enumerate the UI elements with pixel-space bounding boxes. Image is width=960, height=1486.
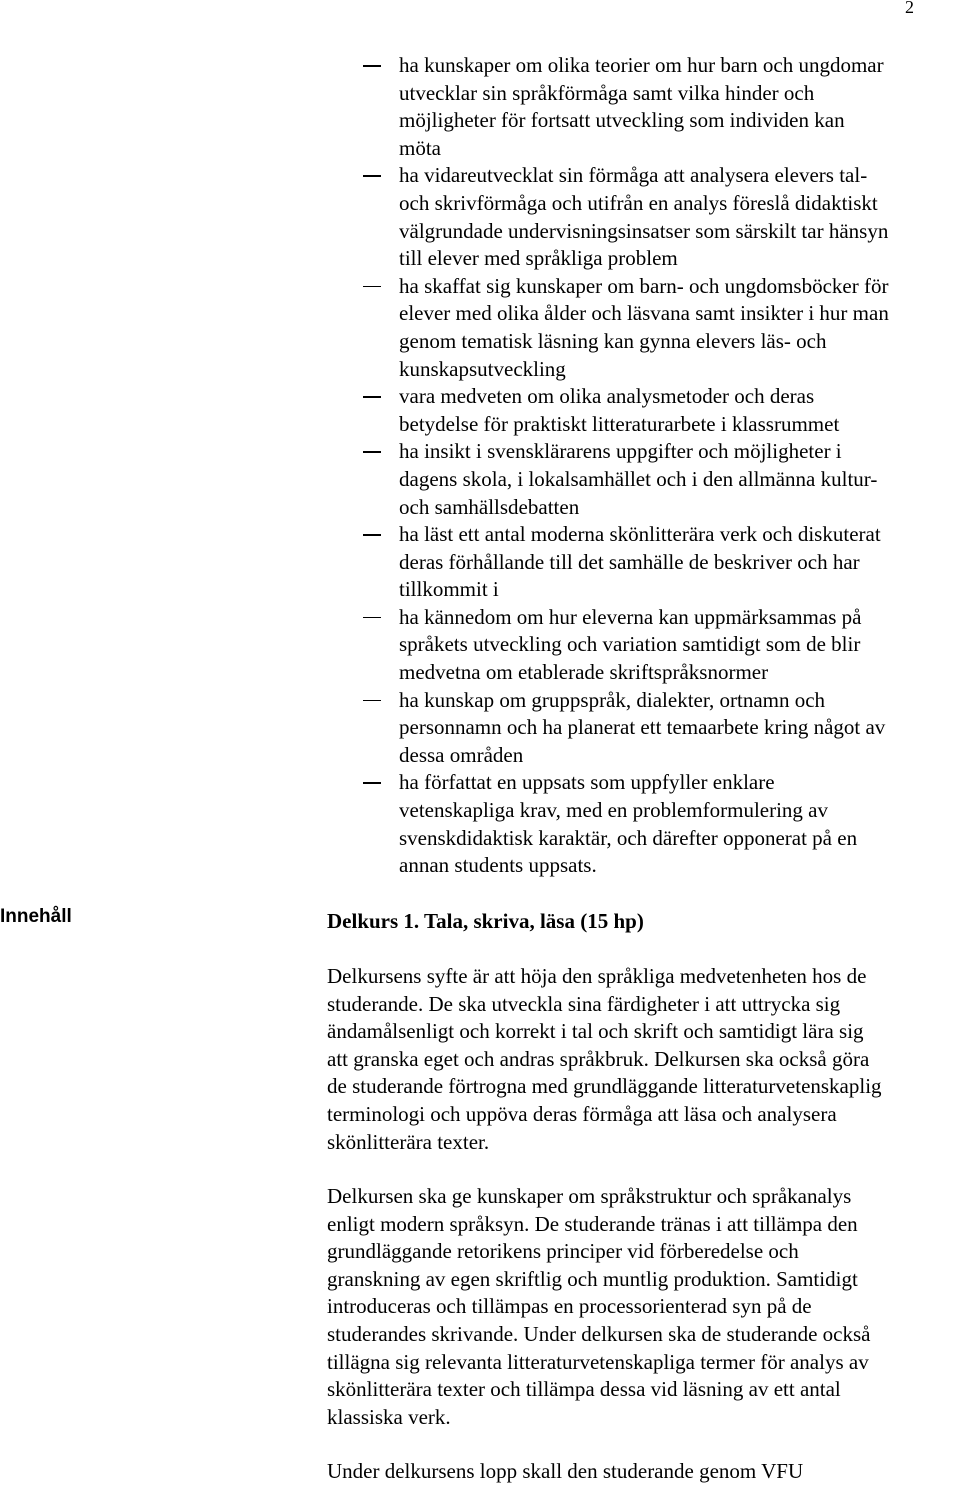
- list-item-line: språkets utveckling och variation samtidigt som de blir: [399, 632, 861, 657]
- list-item-line: genom tematisk läsning kan gynna elevers läs- och: [399, 328, 827, 353]
- list-item-line: ha kunskaper om olika teorier om hur barn och ungdomar: [399, 53, 884, 77]
- list-item-line: till elever med språkliga problem: [399, 246, 678, 271]
- list-item: [0, 383, 960, 438]
- dash-bullet-icon: [363, 451, 381, 453]
- list-item-line: ha läst ett antal moderna skönlitterära verk och diskuterat: [399, 522, 881, 547]
- list-item-line: personnamn och ha planerat ett temaarbete kring något av: [399, 715, 886, 740]
- paragraph-line: att granska eget och andras språkbruk. Delkursen ska också göra: [327, 1046, 870, 1071]
- paragraph-line: skönlitterära texter.: [327, 1129, 490, 1154]
- learning-outcomes-list: [0, 52, 960, 880]
- list-item-line: möjligheter för fortsatt utveckling som individen kan: [399, 108, 845, 133]
- dash-bullet-icon: [363, 617, 381, 619]
- list-item-line: betydelse för praktiskt litteraturarbete i klassrummet: [399, 411, 840, 436]
- dash-bullet-icon: [363, 396, 381, 398]
- list-item-line: välgrundade undervisningsinsatser som särskilt tar hänsyn: [399, 218, 889, 243]
- dash-bullet-icon: [363, 65, 381, 67]
- list-item: [0, 521, 960, 604]
- list-item-line: elever med olika ålder och läsvana samt insikter i hur man: [399, 301, 889, 326]
- section-heading: Delkurs 1. Tala, skriva, läsa (15 hp): [327, 909, 644, 933]
- list-item-line: och skrivförmåga och utifrån en analys föreslå didaktiskt: [399, 190, 878, 215]
- paragraph-line: granskning av egen skriftlig och muntlig produktion. Samtidigt: [327, 1266, 858, 1291]
- list-item-line: kunskapsutveckling: [399, 356, 566, 381]
- list-item-line: deras förhållande till det samhälle de beskriver och har: [399, 549, 860, 574]
- list-item-line: medvetna om etablerade skriftspråksnormer: [399, 660, 769, 685]
- paragraph-line: tillägna sig relevanta litteraturvetenskapliga termer för analys av: [327, 1349, 869, 1374]
- list-item-line: ha kännedom om hur eleverna kan uppmärksammas på: [399, 604, 862, 629]
- list-item-line: tillkommit i: [399, 577, 499, 602]
- list-item-line: vetenskapliga krav, med en problemformulering av: [399, 798, 828, 823]
- list-item: [0, 769, 960, 879]
- list-item-line: ha vidareutvecklat sin förmåga att analysera elevers tal-: [399, 163, 868, 188]
- dash-bullet-icon: [363, 175, 381, 177]
- content-side-heading: Innehåll: [0, 906, 72, 927]
- list-item-line: och samhällsdebatten: [399, 494, 580, 519]
- list-item-line: annan students uppsats.: [399, 853, 597, 878]
- list-item-line: ha kunskap om gruppspråk, dialekter, ortnamn och: [399, 687, 826, 712]
- list-item-line: vara medveten om olika analysmetoder och deras: [399, 384, 815, 409]
- dash-bullet-icon: [363, 700, 381, 702]
- list-item: [0, 162, 960, 272]
- list-item-line: möta: [399, 135, 441, 160]
- paragraph-line: enligt modern språksyn. De studerande tränas i att tillämpa den: [327, 1211, 858, 1236]
- paragraph-line: de studerande förtrogna med grundläggande litteraturvetenskaplig: [327, 1074, 882, 1099]
- paragraph-line: Under delkursens lopp skall den studerande genom VFU: [327, 1459, 804, 1483]
- dash-bullet-icon: [363, 286, 381, 288]
- list-item: [0, 52, 960, 162]
- paragraph-line: Delkursens syfte är att höja den språkliga medvetenheten hos de: [327, 964, 867, 988]
- paragraph-line: ändamålsenligt och korrekt i tal och skrift och samtidigt lära sig: [327, 1019, 864, 1044]
- list-item-line: dagens skola, i lokalsamhället och i den allmänna kultur-: [399, 466, 878, 491]
- paragraph-line: studerande. De ska utveckla sina färdigheter i att uttrycka sig: [327, 991, 841, 1016]
- list-item: [0, 273, 960, 383]
- dash-bullet-icon: [363, 782, 381, 784]
- paragraph: [327, 1458, 960, 1486]
- list-item-line: ha skaffat sig kunskaper om barn- och ungdomsböcker för: [399, 273, 889, 298]
- paragraph-line: grundläggande retorikens principer vid förberedelse och: [327, 1239, 799, 1264]
- paragraph-line: Delkursen ska ge kunskaper om språkstruktur och språkanalys: [327, 1184, 852, 1208]
- paragraph: [327, 963, 960, 1156]
- list-item: [0, 604, 960, 687]
- paragraph-line: klassiska verk.: [327, 1404, 451, 1429]
- page-number: 2: [905, 0, 914, 17]
- dash-bullet-icon: [363, 534, 381, 536]
- list-item-line: svenskdidaktisk karaktär, och därefter opponerat på en: [399, 825, 858, 850]
- paragraph-line: introduceras och tillämpas en processorienterad syn på de: [327, 1294, 812, 1319]
- paragraph-line: studerandes skrivande. Under delkursen ska de studerande också: [327, 1321, 871, 1346]
- paragraph: [327, 1183, 960, 1431]
- list-item-line: dessa områden: [399, 742, 524, 767]
- list-item-line: ha insikt i svensklärarens uppgifter och möjligheter i: [399, 439, 842, 464]
- list-item-line: utvecklar sin språkförmåga samt vilka hinder och: [399, 80, 815, 105]
- paragraph-line: skönlitterära texter och tillämpa dessa vid läsning av ett antal: [327, 1377, 841, 1402]
- paragraph-line: terminologi och uppöva deras förmåga att läsa och analysera: [327, 1101, 837, 1126]
- list-item-line: ha författat en uppsats som uppfyller enklare: [399, 770, 775, 795]
- list-item: [0, 687, 960, 770]
- list-item: [0, 438, 960, 521]
